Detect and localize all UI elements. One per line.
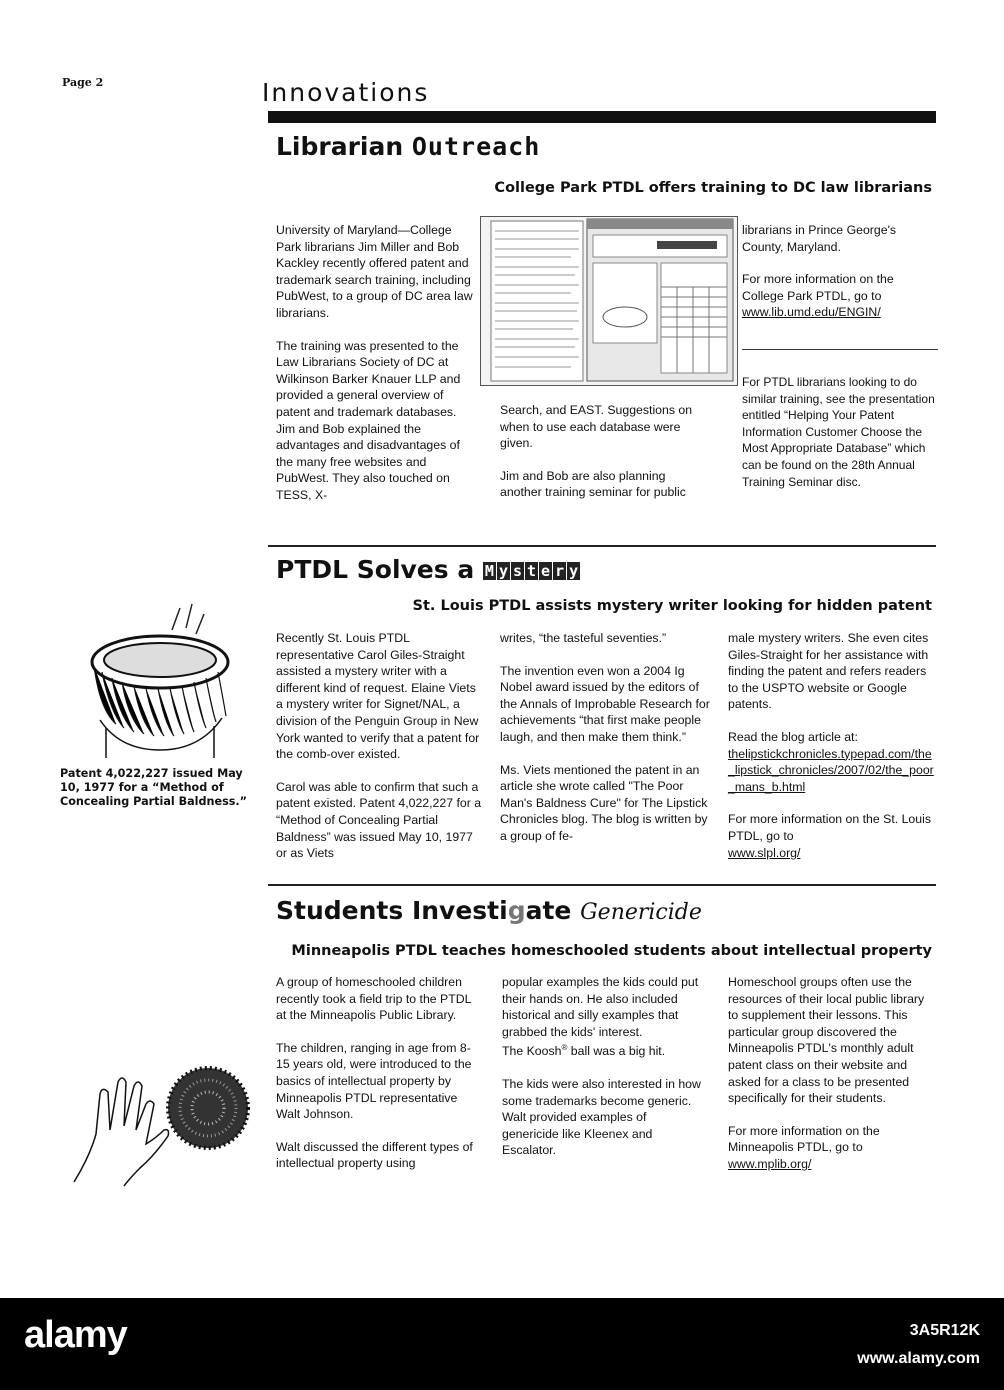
page-number: Page 2	[62, 76, 104, 89]
section-title: Innovations	[262, 78, 430, 107]
lipstick-chronicles-link[interactable]: thelipstickchronicles.typepad.com/the_lipstick_chronicles/2007/02/the_poor_mans_b.html	[728, 746, 934, 794]
database-screenshot-image	[480, 216, 738, 386]
paragraph: The children, ranging in age from 8-15 years old, were introduced to the basics of intellectual property by Minneapolis PTDL representative Walt Johnson.	[276, 1040, 472, 1122]
paragraph: The kids were also interested in how some trademarks become generic. Walt provided examples of genericide like Kleenex and Escalator.	[502, 1077, 701, 1158]
college-park-link[interactable]: www.lib.umd.edu/ENGIN/	[742, 305, 881, 320]
watermark-footer-bar	[0, 1298, 1004, 1390]
paragraph: Jim and Bob are also planning another training seminar for public	[500, 468, 686, 500]
article2-column-2	[500, 630, 710, 861]
watermark-url: www.alamy.com	[857, 1350, 980, 1367]
paragraph: popular examples the kids could put their hands on. He also included historical and silly examples that grabbed the kids' interest.	[502, 975, 699, 1039]
article-subhead: Minneapolis PTDL teaches homeschooled students about intellectual property	[291, 943, 932, 959]
paragraph: Ms. Viets mentioned the patent in an article she wrote called "The Poor Man's Baldness Cure" for The Lipstick Chronicles blog. The blog is written by a group of fe-	[500, 762, 708, 843]
headline-decorative-text: Genericide	[580, 900, 702, 925]
headline-faded-letter: g	[507, 896, 526, 925]
article1-column-1	[276, 222, 478, 520]
paragraph: Search, and EAST. Suggestions on when to use each database were given.	[500, 403, 693, 451]
article-subhead: College Park PTDL offers training to DC law librarians	[494, 180, 932, 196]
column-divider	[742, 349, 938, 350]
paragraph: Carol was able to confirm that such a patent existed. Patent 4,022,227 for a “Method of Concealing Partial Baldness” was issued May 10, 1977 or as Viets	[276, 779, 482, 861]
head-comb-over-drawing	[60, 600, 260, 760]
article-subhead: St. Louis PTDL assists mystery writer looking for hidden patent	[412, 598, 932, 614]
paragraph: For more information on the College Park PTDL, go to	[742, 272, 894, 303]
paragraph: The Koosh® ball was a big hit.	[502, 1043, 666, 1059]
headline-decorative-text: M y s t e r y	[484, 562, 579, 580]
paragraph: Read the blog article at:	[728, 729, 858, 744]
st-louis-link[interactable]: www.slpl.org/	[728, 845, 801, 860]
comb-over-patent-illustration	[60, 600, 260, 760]
paragraph: University of Maryland—College Park librarians Jim Miller and Bob Kackley recently offered patent and trademark search training, including PubWest, to a group of DC area law librarians.	[276, 223, 473, 320]
article3-column-3	[728, 974, 934, 1189]
paragraph: For PTDL librarians looking to do similar training, see the presentation entitled “Helping Your Patent Information Customer Choose the Most Appropriate Database” which can be found on the 28th Annual Training Seminar disc.	[742, 374, 935, 489]
patent-illustration-caption: Patent 4,022,227 issued May 10, 1977 for a “Method of Concealing Partial Baldness.”	[60, 767, 247, 808]
headline-text: ate	[525, 896, 581, 925]
alamy-logo: alamy	[24, 1314, 127, 1356]
paragraph: writes, “the tasteful seventies.”	[500, 631, 667, 645]
paragraph: librarians in Prince George's County, Maryland.	[742, 223, 897, 254]
paragraph: The training was presented to the Law Librarians Society of DC at Wilkinson Barker Knauer LLP and provided a general overview of patent and trademark databases. Jim and Bob explained the advantages and disadvantages of the many free websites and PubWest. They also touched on TESS, X-	[276, 338, 461, 502]
minneapolis-link[interactable]: www.mplib.org/	[728, 1156, 812, 1171]
article1-column-3	[742, 222, 938, 506]
hand-and-koosh-ball-illustration	[60, 1060, 260, 1190]
paragraph: Homeschool groups often use the resources of their local public library to supplement their lessons. This particular group discovered the Minneapolis PTDL's monthly adult patent class on their website and asked for a class to be presented specifically for their students.	[728, 975, 925, 1106]
headline-decorative-text: Outreach	[411, 132, 541, 161]
article2-column-3	[728, 630, 934, 877]
headline-text: Students Investi	[276, 896, 508, 925]
article-headline-students-investigate	[276, 896, 702, 925]
paragraph: The invention even won a 2004 Ig Nobel award issued by the editors of the Annals of Improbable Research for achievements “that first make people laugh, and then make them think.”	[500, 663, 710, 744]
article3-column-1	[276, 974, 476, 1188]
paragraph: A group of homeschooled children recently took a field trip to the PTDL at the Minneapolis Public Library.	[276, 975, 472, 1023]
section-banner	[268, 111, 936, 123]
section-divider	[268, 884, 936, 886]
article-headline-ptdl-solves-mystery	[276, 555, 581, 584]
screenshot-drawing	[481, 217, 737, 385]
hand-koosh-drawing	[60, 1060, 260, 1190]
section-divider	[268, 545, 936, 547]
paragraph: male mystery writers. She even cites Giles-Straight for her assistance with finding the patent and refers readers to the USPTO website or Google patents.	[728, 631, 929, 712]
article1-column-2	[500, 402, 710, 517]
paragraph: For more information on the St. Louis PTDL, go to	[728, 812, 931, 843]
paragraph: Walt discussed the different types of intellectual property using	[276, 1139, 473, 1171]
paragraph: Recently St. Louis PTDL representative Carol Giles-Straight assisted a mystery writer with a different kind of request. Elaine Viets a mystery writer for Signet/NAL, a division of the Penguin Group in New York wanted to verify that a patent for the comb-over existed.	[276, 631, 480, 762]
image-id-label: 3A5R12K	[909, 1322, 980, 1339]
headline-text: Librarian	[276, 132, 412, 161]
article3-column-2	[502, 974, 706, 1175]
headline-text: PTDL Solves a	[276, 555, 483, 584]
paragraph: For more information on the Minneapolis PTDL, go to	[728, 1123, 880, 1155]
article2-column-1	[276, 630, 482, 878]
article-headline-librarian-outreach	[276, 132, 540, 161]
